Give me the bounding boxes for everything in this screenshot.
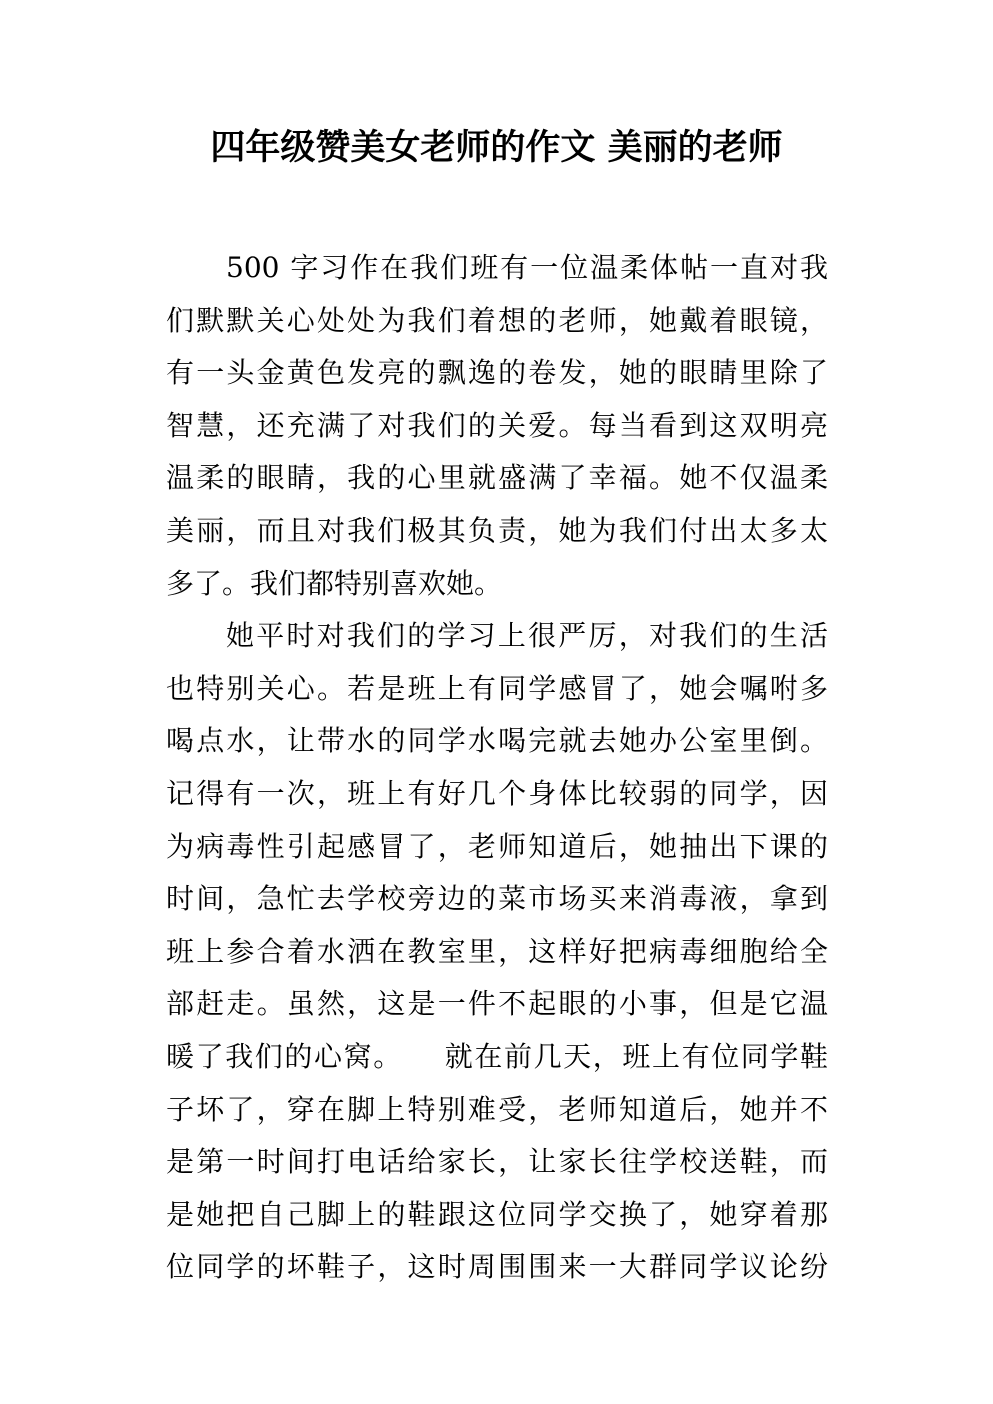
text-line: 时间，急忙去学校旁边的菜市场买来消毒液，拿到 [166, 882, 828, 916]
text-line: 位同学的坏鞋子，这时周围围来一大群同学议论纷 [166, 1250, 828, 1284]
text-line: 班上参合着水洒在教室里，这样好把病毒细胞给全 [166, 934, 828, 968]
text-line: 多了。我们都特别喜欢她。 [166, 566, 503, 600]
text-line: 子坏了，穿在脚上特别难受，老师知道后，她并不 [166, 1092, 828, 1126]
text-line: 们默默关心处处为我们着想的老师，她戴着眼镜， [166, 303, 828, 337]
page-title: 四年级赞美女老师的作文 美丽的老师 [210, 128, 783, 168]
essay-body [166, 242, 828, 1294]
text-line: 是她把自己脚上的鞋跟这位同学交换了，她穿着那 [166, 1197, 828, 1231]
text-line: 温柔的眼睛，我的心里就盛满了幸福。她不仅温柔 [166, 461, 828, 495]
text-line: 是第一时间打电话给家长，让家长往学校送鞋，而 [166, 1145, 828, 1179]
text-line: 她平时对我们的学习上很严厉，对我们的生活 [226, 619, 828, 653]
text-line: 记得有一次，班上有好几个身体比较弱的同学，因 [166, 776, 828, 810]
text-line: 美丽，而且对我们极其负责，她为我们付出太多太 [166, 513, 828, 547]
text-line: 暖了我们的心窝。 就在前几天，班上有位同学鞋 [166, 1039, 828, 1073]
text-line: 喝点水，让带水的同学水喝完就去她办公室里倒。 [166, 724, 828, 758]
text-line: 智慧，还充满了对我们的关爱。每当看到这双明亮 [166, 408, 828, 442]
text-line: 也特别关心。若是班上有同学感冒了，她会嘱咐多 [166, 671, 828, 705]
text-line: 为病毒性引起感冒了，老师知道后，她抽出下课的 [166, 829, 828, 863]
text-line: 500 字习作在我们班有一位温柔体帖一直对我 [226, 251, 828, 284]
text-line: 部赶走。虽然，这是一件不起眼的小事，但是它温 [166, 987, 828, 1021]
text-line: 有一头金黄色发亮的飘逸的卷发，她的眼睛里除了 [166, 356, 828, 390]
